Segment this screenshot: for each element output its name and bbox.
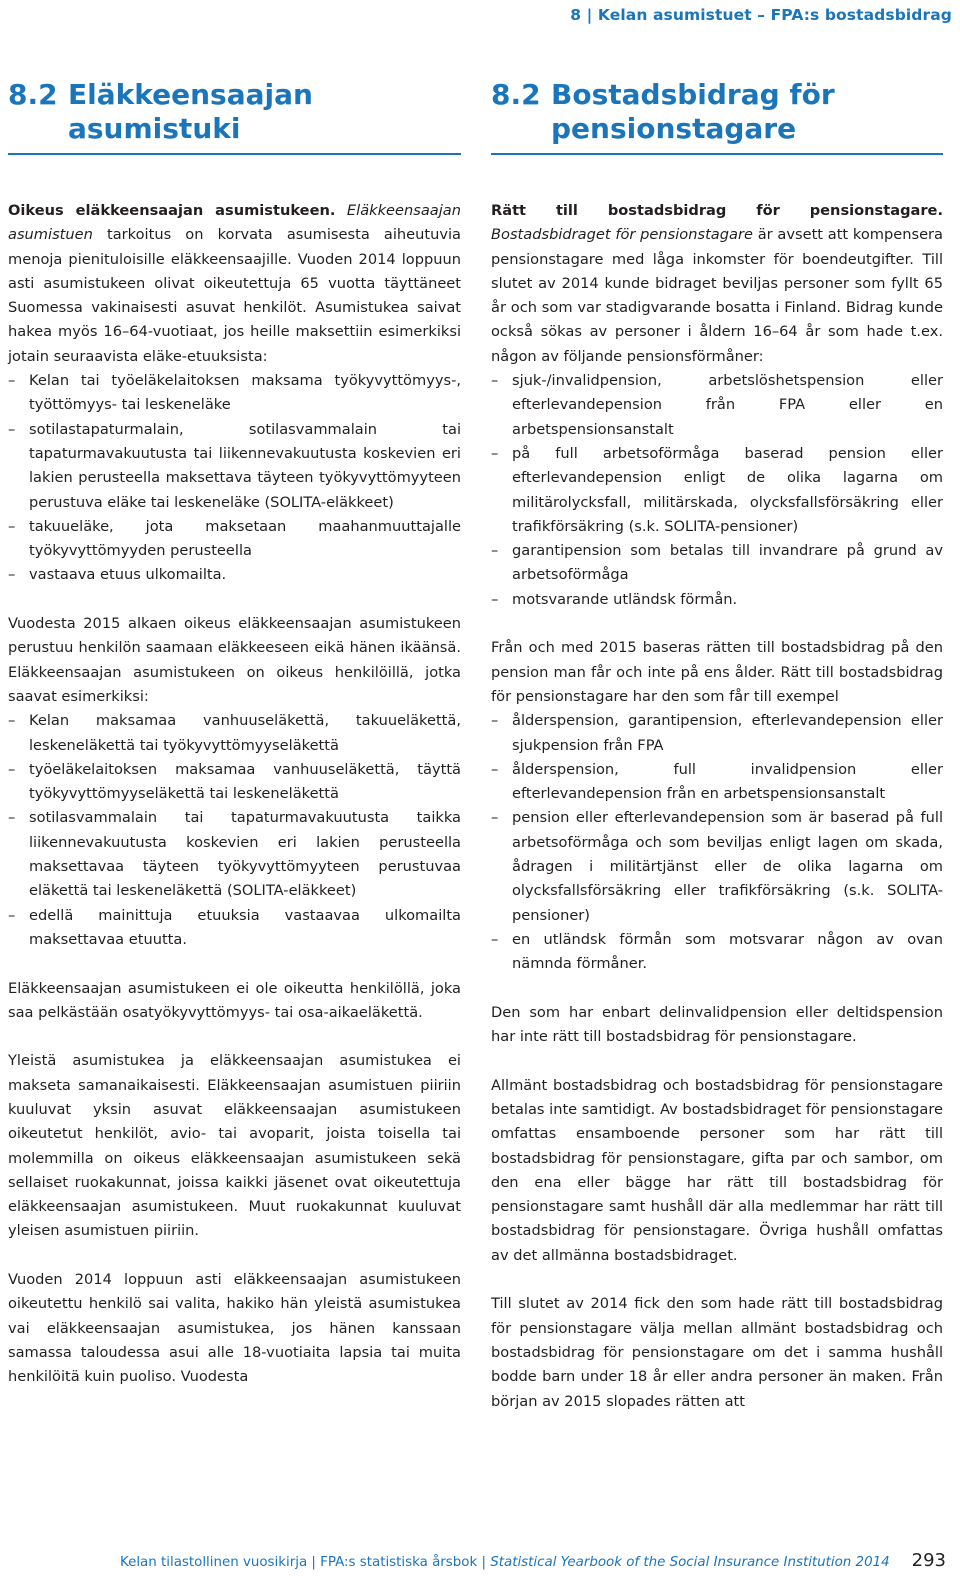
list-item: – sotilasvammalain tai tapaturmavakuutusta taikka liikennevakuutusta koskevien eri lakien perusteella maksettavaa täyteen työkyvyttömyyteen perustuvaa eläkettä tai leskeneläkettä (SOLITA-eläkkeet) xyxy=(8,806,461,903)
list-item: – takuueläke, jota maksetaan maahanmuuttajalle työkyvyttömyyden perusteella xyxy=(8,515,461,564)
list-item: – Kelan tai työeläkelaitoksen maksama työkyvyttömyys-, työttömyys- tai leskeneläke xyxy=(8,369,461,418)
list-item: – ålderspension, garantipension, efterlevandepension eller sjukpension från FPA xyxy=(491,709,943,758)
page-number: 293 xyxy=(911,1550,946,1571)
list-2 xyxy=(8,709,461,952)
section-title-text: Eläkkeensaajan asumistuki xyxy=(68,78,313,145)
list-item: – sjuk-/invalidpension, arbetslöshetspension eller efterlevandepension från FPA eller en arbetspensionsanstalt xyxy=(491,369,943,442)
paragraph-2: Från och med 2015 baseras rätten till bostadsbidrag på den pension man får och inte på ens ålder. Rätt till bostadsbidrag för pensionstagare har den som får till exempel xyxy=(491,639,943,705)
paragraph-lead: Oikeus eläkkeensaajan asumistukeen. xyxy=(8,202,336,219)
list-item: – vastaava etuus ulkomailta. xyxy=(8,563,461,587)
list-item: – Kelan maksamaa vanhuuseläkettä, takuueläkettä, leskeneläkettä tai työkyvyttömyyseläkettä xyxy=(8,709,461,758)
paragraph-4: Yleistä asumistukea ja eläkkeensaajan asumistukea ei makseta samanaikaisesti. Eläkkeensaajan asumistuen piiriin kuuluvat yksin asuvat eläkkeensaajan asumistukeen oikeutetut henkilöt, avio- tai avoparit, joista toisella tai molemmilla on oikeus eläkkeensaajan asumistukeen sekä sellaiset ruokakunnat, joissa kaikki jäsenet ovat oikeutettuja eläkkeensaajan asumistukeen. Muut ruokakunnat kuuluvat yleisen asumistuen piiriin. xyxy=(8,1052,461,1240)
list-item: – på full arbetsoförmåga baserad pension eller efterlevandepension enligt de olika lagarna om militärolycksfall, militärskada, olycksfallsförsäkring eller trafikförsäkring (s.k. SOLITA-pensioner) xyxy=(491,442,943,539)
list-item: – työeläkelaitoksen maksamaa vanhuuseläkettä, täyttä työkyvyttömyyseläkettä tai leskeneläkettä xyxy=(8,758,461,807)
footer-publication-english: Statistical Yearbook of the Social Insurance Institution 2014 xyxy=(490,1555,890,1570)
page-footer xyxy=(120,1550,946,1571)
paragraph-3: Den som har enbart delinvalidpension eller deltidspension har inte rätt till bostadsbidrag för pensionstagare. xyxy=(491,1003,943,1046)
section-title-text: Bostadsbidrag för pensionstagare xyxy=(551,78,835,145)
footer-text xyxy=(120,1555,890,1570)
list-item: – sotilastapaturmalain, sotilasvammalain tai tapaturmavakuutusta tai liikennevakuutusta koskevien eri lakien perusteella maksettava täyteen työkyvyttömyyteen perustuva eläke tai leskeneläke (SOLITA-eläkkeet) xyxy=(8,418,461,515)
list-item: – garantipension som betalas till invandrare på grund av arbetsoförmåga xyxy=(491,539,943,588)
running-header: 8 | Kelan asumistuet – FPA:s bostadsbidrag xyxy=(570,6,952,24)
body-text-fi xyxy=(8,199,461,1390)
section-title-sv xyxy=(491,78,943,146)
section-number: 8.2 xyxy=(8,78,58,111)
list-item: – pension eller efterlevandepension som är baserad på full arbetsoförmåga och som beviljas enligt lagen om skada, ådragen i militärtjänst eller de olika lagarna om olycksfallsförsäkring eller trafikförsäkring (s.k. SOLITA-pensioner) xyxy=(491,806,943,927)
paragraph-italic: Eläkkeensaajan asumistuen xyxy=(8,202,461,244)
paragraph-italic: Bostadsbidraget för pensionstagare xyxy=(491,226,753,244)
column-swedish xyxy=(491,78,943,1438)
list-item: – ålderspension, full invalidpension eller efterlevandepension från en arbetspensionsanstalt xyxy=(491,758,943,807)
list-2 xyxy=(491,709,943,976)
paragraph-text: är avsett att kompensera pensionstagare med låga inkomster för boendeutgifter. Till slutet av 2014 kunde bidraget beviljas personer som fyllt 65 år och som var stadigvarande bosatta i Finland. Bidrag kunde också sökas av personer i åldern 16–64 år som hade t.ex. någon av följande pensionsförmåner: xyxy=(491,226,943,365)
paragraph-text: tarkoitus on korvata asumisesta aiheutuvia menoja pienituloisille eläkkeensaajille. Vuoden 2014 loppuun asti asumistukeen olivat oikeutettuja 65 vuotta täyttäneet Suomessa vakinaisesti asuvat henkilöt. Asumistukea saivat hakea myös 16–64-vuotiaat, jos heille maksettiin esimerkiksi jotain seuraavista eläke-etuuksista: xyxy=(8,226,461,365)
list-item: – motsvarande utländsk förmån. xyxy=(491,588,943,612)
section-title-fi xyxy=(8,78,461,146)
title-rule xyxy=(8,153,461,155)
body-text-sv xyxy=(491,199,943,1414)
title-rule xyxy=(491,153,943,155)
paragraph-5: Vuoden 2014 loppuun asti eläkkeensaajan asumistukeen oikeutettu henkilö sai valita, hakiko hän yleistä asumistukea vai eläkkeensaajan asumistukea, jos hänen kanssaan samassa taloudessa asui alle 18-vuotiaita lapsia tai muita henkilöitä kuin puoliso. Vuodesta xyxy=(8,1271,461,1386)
paragraph-3: Eläkkeensaajan asumistukeen ei ole oikeutta henkilöllä, joka saa pelkästään osatyökyvyttömyys- tai osa-aikaeläkettä. xyxy=(8,979,461,1021)
list-item: – edellä mainittuja etuuksia vastaavaa ulkomailta maksettavaa etuutta. xyxy=(8,904,461,953)
paragraph-4: Allmänt bostadsbidrag och bostadsbidrag för pensionstagare betalas inte samtidigt. Av bostadsbidraget för pensionstagare omfattas ensamboende personer som har rätt till bostadsbidrag för pensionstagare, gifta par och sambor, om den ena eller bägge har rätt till bostadsbidrag för pensionstagare samt hushåll där alla medlemmar har rätt till bostadsbidrag för pensionstagare. Övriga hushåll omfattas av det allmänna bostadsbidraget. xyxy=(491,1076,943,1264)
list-1 xyxy=(491,369,943,612)
column-finnish xyxy=(8,78,461,1414)
list-1 xyxy=(8,369,461,588)
paragraph-1 xyxy=(8,199,461,369)
paragraph-2: Vuodesta 2015 alkaen oikeus eläkkeensaajan asumistukeen perustuu henkilön saamaan eläkkeeseen eikä hänen ikäänsä. Eläkkeensaajan asumistukeen on oikeus henkilöillä, jotka saavat esimerkiksi: xyxy=(8,615,461,705)
paragraph-1 xyxy=(491,199,943,369)
paragraph-5: Till slutet av 2014 fick den som hade rätt till bostadsbidrag för pensionstagare välja mellan allmänt bostadsbidrag och bostadsbidrag för pensionstagare om det i samma hushåll bodde barn under 18 år eller andra personer än maken. Från början av 2015 slopades rätten att xyxy=(491,1295,943,1410)
paragraph-lead: Rätt till bostadsbidrag för pensionstagare. xyxy=(491,202,943,219)
section-number: 8.2 xyxy=(491,78,541,111)
footer-publication: Kelan tilastollinen vuosikirja | FPA:s statistiska årsbok | xyxy=(119,1555,486,1570)
list-item: – en utländsk förmån som motsvarar någon av ovan nämnda förmåner. xyxy=(491,928,943,977)
